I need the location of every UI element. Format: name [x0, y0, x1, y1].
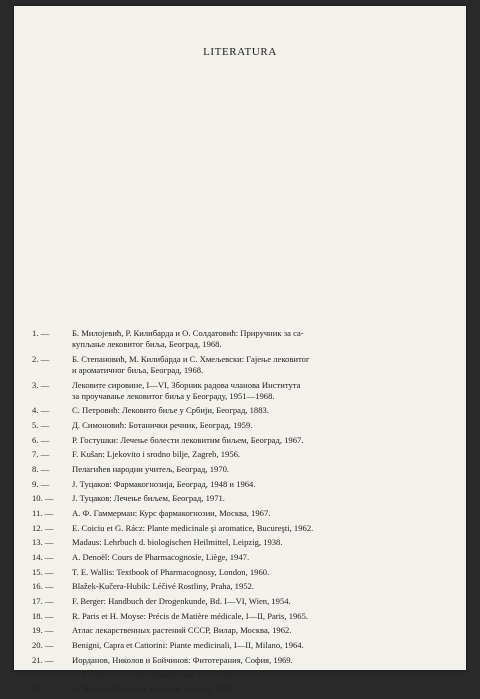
reference-text-line: Иорданов, Николов и Бойчинов: Фитотерания, София, 1969.	[72, 654, 293, 665]
reference-item	[32, 596, 452, 607]
reference-item	[32, 449, 452, 460]
reference-item	[32, 508, 452, 519]
reference-text-line: и ароматичног биља, Београд, 1968.	[72, 364, 204, 375]
reference-number: 18. —	[32, 610, 54, 621]
reference-text-line: Blažek-Kučera-Hubik: Léčivé Rostliny, Praha, 1952.	[72, 581, 255, 592]
reference-text-line: J. Туцаков: Лечење биљем, Београд, 1971.	[72, 493, 225, 504]
reference-number: 20. —	[32, 639, 54, 650]
reference-item	[32, 537, 452, 548]
reference-number: 12. —	[32, 522, 54, 533]
reference-item	[32, 523, 452, 534]
book-page	[14, 6, 466, 694]
reference-item	[32, 567, 452, 578]
reference-number: 9. —	[32, 478, 50, 489]
reference-text-line: Б. Степановић, М. Килибарда и С. Хмељевски: Гајење лековитог	[72, 353, 310, 364]
reference-text-line: Атлас лекарственных растений СССР, Вилар, Москва, 1962.	[72, 625, 292, 636]
reference-number: 5. —	[32, 420, 50, 431]
reference-number: 17. —	[32, 595, 54, 606]
reference-number: 14. —	[32, 552, 54, 562]
page-title: LITERATURA	[203, 46, 277, 58]
reference-text-line: F. Kušan: Ljekovito i srodno bilje, Zagreb, 1956.	[72, 449, 241, 460]
reference-text-line: за проучавање лековитог биља у Београду, 1951—1968.	[72, 390, 275, 401]
reference-number: 15. —	[32, 566, 54, 577]
reference-text-line: купљање лековитог биља, Београд, 1968.	[72, 339, 222, 350]
reference-list	[32, 328, 452, 699]
reference-text-line: Б. Милојевић, Р. Килибарда и О. Солдатовић: Приручник за са-	[72, 328, 304, 338]
reference-number: 10. —	[32, 493, 54, 504]
reference-number: 22. —	[32, 669, 54, 680]
reference-text-line: F. Berger: Handbuch der Drogenkunde, Bd. I—VI, Wien, 1954.	[72, 595, 291, 606]
reference-item	[32, 640, 452, 651]
reference-number: 6. —	[32, 434, 50, 445]
reference-text-line: E. Coiciu et G. Rácz: Plante medicinale şi aromatice, Bucureşti, 1962.	[72, 522, 314, 533]
reference-text-line: E. Meyer: Pflanzliche Therapie, Leipzig, 1935.	[72, 683, 234, 694]
reference-text-line: Benigni, Capra et Cattorini: Piante medicinali, I—II, Milano, 1964.	[72, 639, 304, 650]
reference-item	[32, 655, 452, 666]
reference-text-line: R. Paris et H. Moyse: Précis de Matière médicale, I—II, Paris, 1965.	[72, 610, 309, 621]
reference-item	[32, 479, 452, 490]
reference-item	[32, 684, 452, 695]
reference-text-line: А. Ф. Гаммерман: Курс фармакогнозии, Москва, 1967.	[72, 508, 271, 519]
reference-item	[32, 435, 452, 446]
reference-item	[32, 354, 452, 376]
reference-text-line: Madaus: Lehrbuch d. biologischen Heilmittel, Leipzig, 1938.	[72, 537, 283, 548]
reference-text-line: A. Denoël: Cours de Pharmacognosie, Liège, 1947.	[72, 552, 250, 562]
reference-text-line: Р. Гостушки: Лечење болести лековитим биљем, Београд, 1967.	[72, 434, 304, 445]
reference-item	[32, 581, 452, 592]
reference-text-line: J. Туцаков: Фармакогнозија, Београд, 1948 и 1964.	[72, 478, 256, 489]
reference-number: 19. —	[32, 625, 54, 636]
reference-text-line: Лековите сировине, I—VI, Зборник радова чланова Института	[72, 379, 301, 390]
reference-number: 7. —	[32, 449, 50, 460]
reference-text-line: H. Leclerc: Précis de Phytothérapie, Paris, 1935.	[72, 669, 240, 680]
reference-number: 2. —	[32, 353, 50, 364]
reference-number: 11. —	[32, 508, 54, 519]
reference-text-line: Д. Симоновић: Ботанички речник, Београд, 1959.	[72, 420, 253, 431]
reference-item	[32, 552, 452, 563]
reference-text-line: С. Петровић: Лековито биље у Србији, Београд, 1883.	[72, 405, 269, 416]
reference-number: 3. —	[32, 379, 50, 390]
reference-item	[32, 328, 452, 350]
reference-item	[32, 625, 452, 636]
reference-number: 23. —	[32, 683, 54, 694]
reference-number: 8. —	[32, 464, 50, 475]
reference-number: 4. —	[32, 405, 50, 416]
reference-item	[32, 405, 452, 416]
reference-text-line: Пелагићев народни учитељ, Београд, 1970.	[72, 464, 230, 475]
reference-number: 16. —	[32, 581, 54, 592]
reference-number: 21. —	[32, 654, 54, 665]
reference-item	[32, 611, 452, 622]
reference-item	[32, 464, 452, 475]
reference-item	[32, 493, 452, 504]
reference-text-line: T. E. Wallis: Textbook of Pharmacognosy, London, 1960.	[72, 566, 270, 577]
reference-item	[32, 380, 452, 402]
reference-number: 13. —	[32, 537, 54, 548]
reference-item	[32, 420, 452, 431]
reference-number: 1. —	[32, 328, 50, 338]
